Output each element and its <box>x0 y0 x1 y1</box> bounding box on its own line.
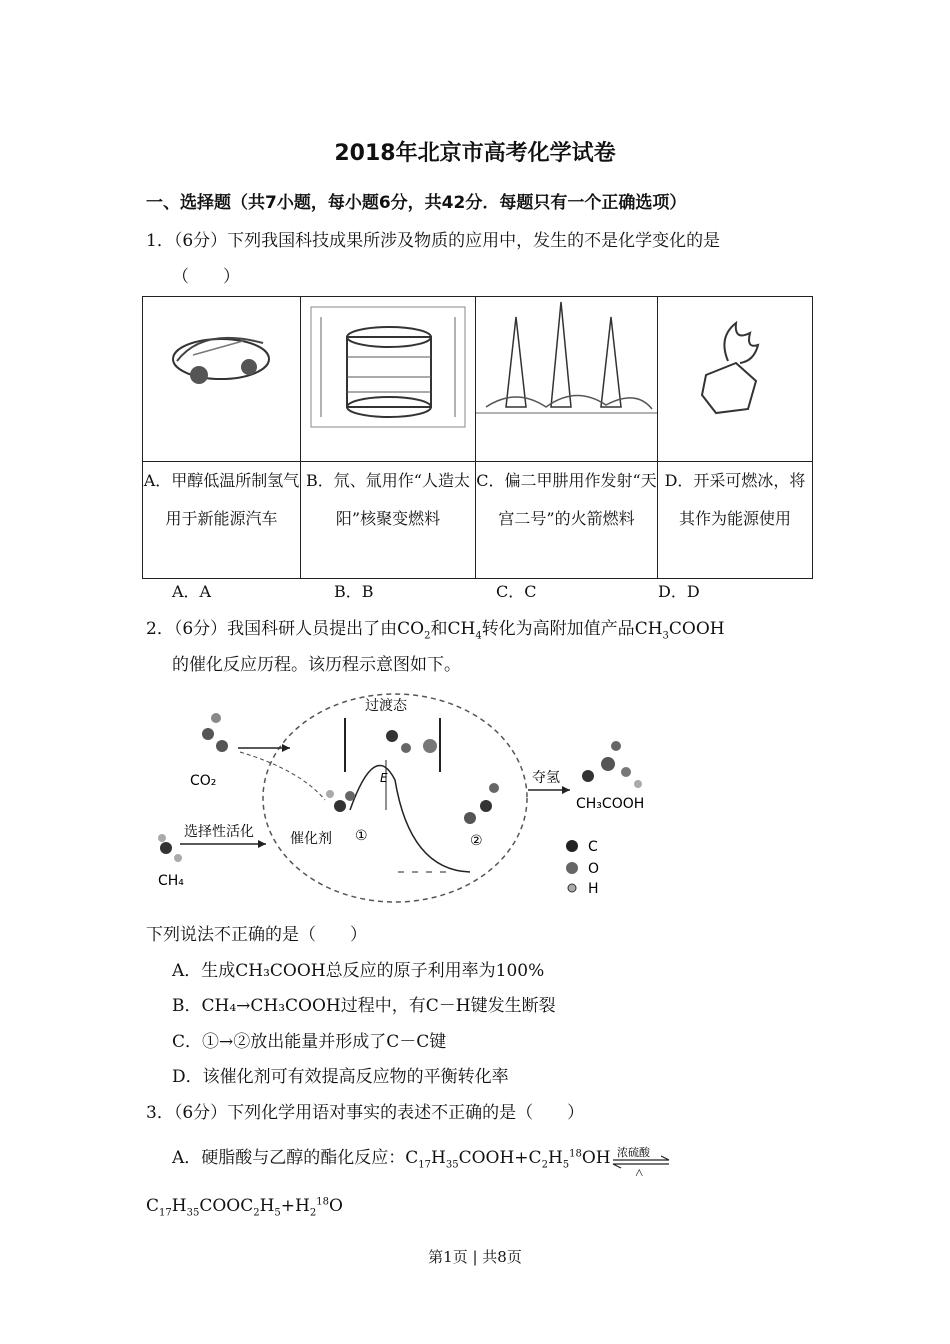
option-d-caption: D．开采可燃冰，将其作为能源使用 <box>658 462 813 579</box>
q2-option-c[interactable]: C．①→②放出能量并形成了C－C键 <box>172 1032 447 1052</box>
energy-label: E <box>380 771 388 785</box>
legend-c: C <box>588 839 598 855</box>
product-label: CH₃COOH <box>576 796 645 812</box>
q2-option-a[interactable]: A．生成CH₃COOH总反应的原子利用率为100% <box>172 961 545 981</box>
co2-label: CO₂ <box>190 773 217 789</box>
step-2-label: ② <box>470 833 483 849</box>
option-d[interactable]: D．D <box>658 582 700 601</box>
question-1-blank: （ ） <box>172 267 240 287</box>
svg-text:△: △ <box>634 1165 644 1176</box>
transition-label: 过渡态 <box>365 698 407 714</box>
option-a[interactable]: A．A <box>172 582 212 601</box>
rocket-image <box>476 297 658 462</box>
option-a-caption: A．甲醇低温所制氢气用于新能源汽车 <box>143 462 301 579</box>
question-1-options <box>172 579 820 602</box>
page-title: 2018年北京市高考化学试卷 <box>334 141 616 166</box>
q3-option-a[interactable]: A．硬脂酸与乙醇的酯化反应：$C_{17}H_{35}COOH+C_2H_5^{18}OH$ 浓硫酸 △ <box>172 1143 671 1172</box>
dehydrogenation-label: 夺氢 <box>532 770 560 786</box>
q2-option-d[interactable]: D．该催化剂可有效提高反应物的平衡转化率 <box>172 1067 509 1087</box>
combustible-ice-image <box>658 297 813 462</box>
question-3-stem: 3．（6分）下列化学用语对事实的表述不正确的是（ ） <box>146 1103 585 1123</box>
ch4-label: CH₄ <box>158 873 184 889</box>
question-2-stem: 2．（6分）我国科研人员提出了由$CO_2$和$CH_4$转化为高附加值产品$CH_3COOH$ <box>146 619 725 642</box>
reaction-diagram <box>140 690 680 905</box>
step-1-label: ① <box>355 828 368 844</box>
option-b-caption: B．氘、氚用作“人造太阳”核聚变燃料 <box>301 462 476 579</box>
reversible-arrow-icon <box>611 1145 671 1176</box>
option-c[interactable]: C．C <box>496 582 537 601</box>
option-b[interactable]: B．B <box>334 582 374 601</box>
reactor-image <box>301 297 476 462</box>
question-2-prompt: 下列说法不正确的是（ ） <box>146 925 367 945</box>
q3-option-a-product: $C_{17}H_{35}COOC_2H_5+H_2^{18}O$ <box>146 1196 343 1219</box>
legend-h: H <box>588 881 599 897</box>
q2-option-b[interactable]: B．CH₄→CH₃COOH过程中，有C－H键发生断裂 <box>172 996 556 1016</box>
question-1-table <box>142 296 813 579</box>
section-heading: 一、选择题（共7小题，每小题6分，共42分．每题只有一个正确选项） <box>146 193 687 213</box>
question-2-stem-line2: 的催化反应历程。该历程示意图如下。 <box>172 655 461 675</box>
option-c-caption: C．偏二甲肼用作发射“天宫二号”的火箭燃料 <box>476 462 658 579</box>
legend-o: O <box>588 861 600 877</box>
question-1-stem: 1．（6分）下列我国科技成果所涉及物质的应用中，发生的不是化学变化的是 <box>146 231 721 251</box>
selective-activation-label: 选择性活化 <box>184 824 254 840</box>
car-image <box>143 297 301 462</box>
catalyst-label: 催化剂 <box>290 831 332 847</box>
svg-text:浓硫酸: 浓硫酸 <box>616 1145 650 1159</box>
page-footer: 第1页 | 共8页 <box>428 1248 522 1266</box>
